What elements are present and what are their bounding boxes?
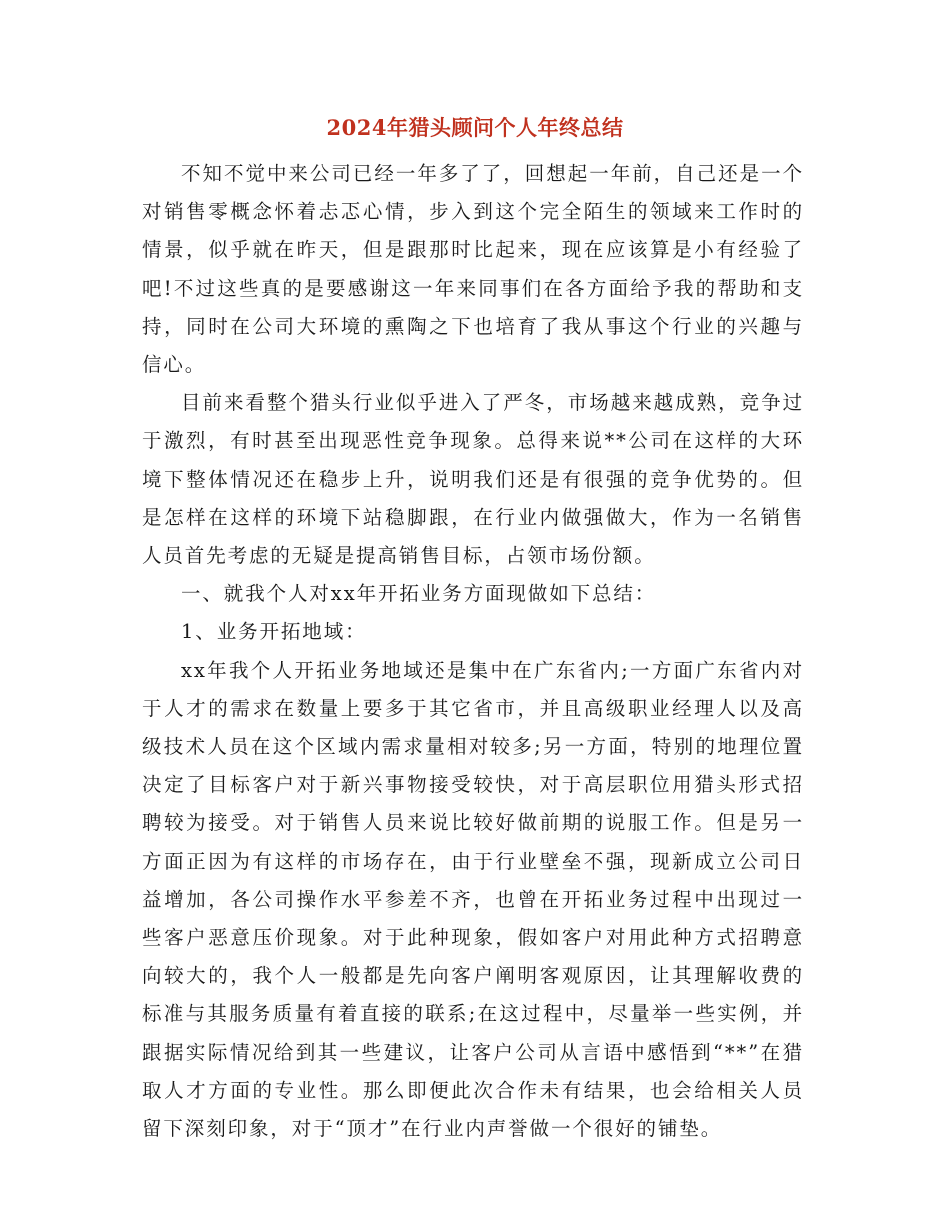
- document-body: [142, 155, 804, 1148]
- subsection-heading-1: 1、业务开拓地域：: [181, 620, 367, 644]
- paragraph-region: xx年我个人开拓业务地域还是集中在广东省内;一方面广东省内对于人才的需求在数量上要多于其它省市，并且高级职业经理人以及高级技术人员在这个区域内需求量相对较多;另一方面，特别的地理位置决定了目标客户对于新兴事物接受较快，对于高层职位用猎头形式招聘较为接受。对于销售人员来说比较好做前期的说服工作。但是另一方面正因为有这样的市场存在，由于行业壁垒不强，现新成立公司日益增加，各公司操作水平参差不齐，也曾在开拓业务过程中出现过一些客户恶意压价现象。对于此种现象，假如客户对用此种方式招聘意向较大的，我个人一般都是先向客户阐明客观原因，让其理解收费的标准与其服务质量有着直接的联系;在这过程中，尽量举一些实例，并跟据实际情况给到其一些建议，让客户公司从言语中感悟到“**”在猎取人才方面的专业性。那么即便此次合作未有结果，也会给相关人员留下深刻印象，对于“顶才”在行业内声誉做一个很好的铺垫。: [142, 658, 804, 1141]
- paragraph-industry: 目前来看整个猎头行业似乎进入了严冬，市场越来越成熟，竞争过于激烈，有时甚至出现恶性竞争现象。总得来说**公司在这样的大环境下整体情况还在稳步上升，说明我们还是有很强的竞争优势的。但是怎样在这样的环境下站稳脚跟，在行业内做强做大，作为一名销售人员首先考虑的无疑是提高销售目标，占领市场份额。: [142, 391, 804, 568]
- document-title: 2024年猎头顾问个人年终总结: [326, 115, 624, 140]
- section-heading-1: 一、就我个人对xx年开拓业务方面现做如下总结：: [181, 582, 657, 606]
- paragraph-intro: 不知不觉中来公司已经一年多了了，回想起一年前，自己还是一个对销售零概念怀着忐忑心情，步入到这个完全陌生的领域来工作时的情景，似乎就在昨天，但是跟那时比起来，现在应该算是小有经验了吧!不过这些真的是要感谢这一年来同事们在各方面给予我的帮助和支持，同时在公司大环境的熏陶之下也培育了我从事这个行业的兴趣与信心。: [142, 162, 804, 377]
